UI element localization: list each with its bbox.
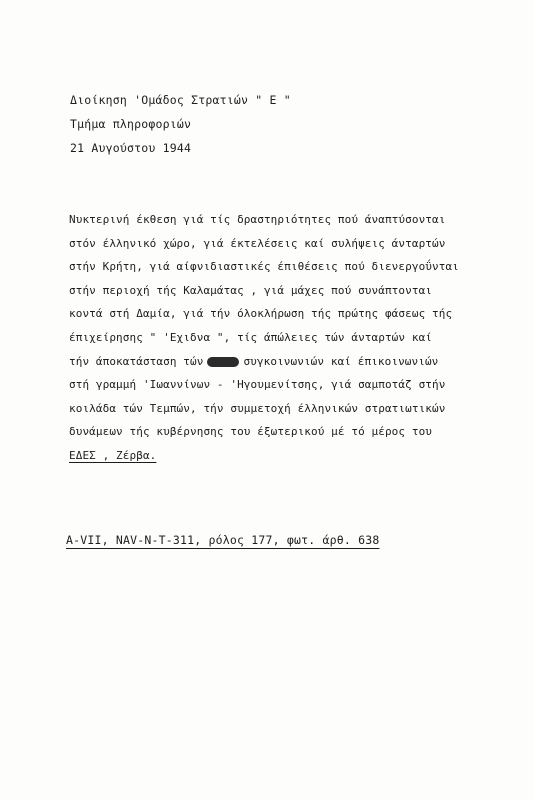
summary-line-part: συγκοινωνιών καί έπικοινωνιών — [243, 354, 439, 368]
report-summary — [69, 208, 489, 468]
summary-line: Νυκτερινή έκθεση γιά τίς δραστηριότητες πού άναπτύσονται — [69, 213, 446, 226]
summary-line-with-redaction — [69, 350, 489, 374]
summary-line: στήν περιοχή τής Καλαμάτας , γιά μάχες πού συνάπτονται — [69, 283, 433, 297]
summary-line: κοιλάδα τών Τεμπών, τήν συμμετοχή έλληνικών στρατιωτικών — [69, 401, 446, 415]
summary-line: δυνάμεων τής κυβέρνησης του έξωτερικού μέ τό μέρος του — [69, 425, 433, 439]
document-header — [70, 88, 291, 160]
archive-citation: A-VII, NAV-N-T-311, ρόλος 177, φωτ. άρθ. 638 — [66, 533, 380, 547]
summary-line-underlined: ΕΔΕΣ , Ζέρβα. — [69, 448, 157, 462]
summary-line: στή γραμμή 'Ιωαννίνων - 'Ηγουμενίτσης, γιά σαμποτάζ στήν — [69, 378, 446, 392]
header-department: Τμήμα πληροφοριών — [70, 117, 192, 131]
redaction-mark — [207, 357, 239, 367]
header-command: Διοίκηση 'Ομάδος Στρατιών " Ε " — [70, 93, 291, 107]
summary-line: κοντά στή Δαμία, γιά τήν όλοκλήρωση τής πρώτης φάσεως τής — [69, 307, 453, 321]
summary-line: έπιχείρησης " 'Εχιδνα ", τίς άπώλειες τών άνταρτών καί — [69, 330, 433, 344]
summary-line: στήν Κρήτη, γιά αίφνιδιαστικές έπιθέσεις πού διενεργοΰνται — [69, 260, 459, 274]
summary-line-part: τήν άποκατάσταση τών — [69, 354, 204, 368]
header-date: 21 Αυγούστου 1944 — [70, 141, 192, 155]
summary-line: στόν έλληνικό χώρο, γιά έκτελέσεις καί συλήψεις άνταρτών — [69, 236, 446, 250]
